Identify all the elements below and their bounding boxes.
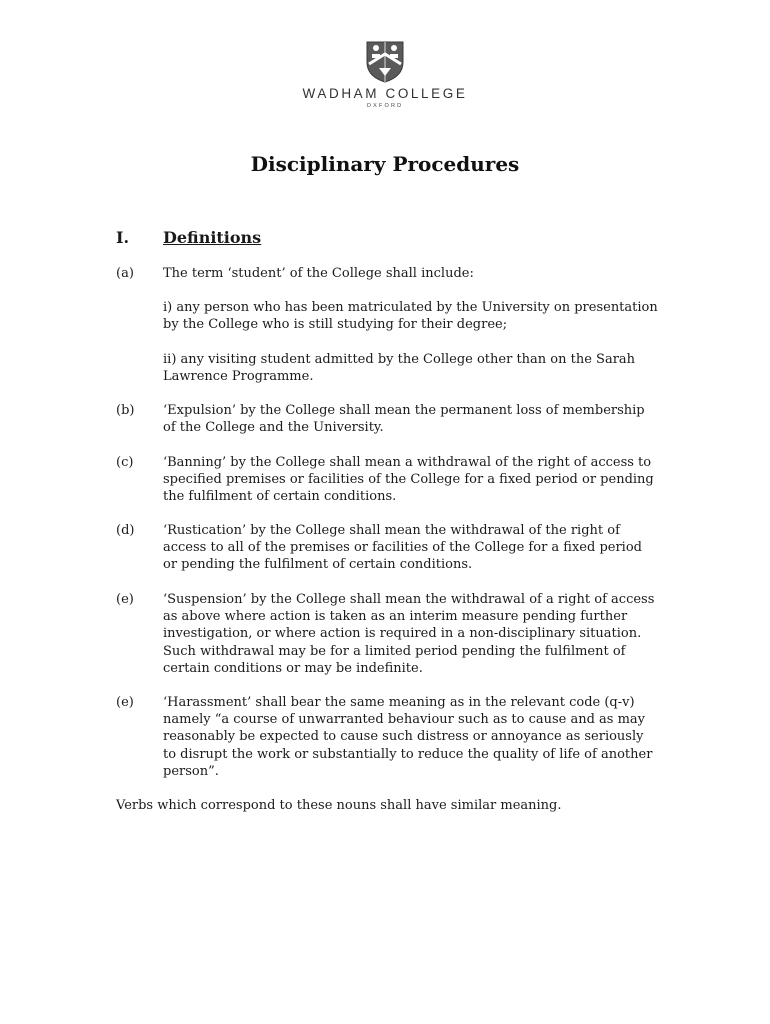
- item-label: (d): [116, 523, 135, 538]
- item-text: ‘Harassment’ shall bear the same meaning as in the relevant code (q-v) namely “a course of unwarranted behaviour such as to cause and as may reasonably be expected to cause such distress or annoyance as seriously to disrupt the work or substantially to reduce the quality of life of another person”.: [163, 695, 653, 779]
- item-text: ‘Expulsion’ by the College shall mean the permanent loss of membership of the College and the University.: [163, 403, 645, 436]
- item-text: ‘Rustication’ by the College shall mean the withdrawal of the right of access to all of the premises or facilities of the College for a fixed period or pending the fulfilment of certain conditions.: [163, 523, 642, 573]
- section-heading: [116, 227, 261, 249]
- section-number: I.: [116, 228, 130, 247]
- item-label: (e): [116, 592, 134, 607]
- college-city: OXFORD: [366, 103, 404, 109]
- definition-subitem: ii) any visiting student admitted by the College other than on the Sarah Lawrence Programme.: [163, 352, 636, 385]
- definition-subitem: i) any person who has been matriculated by the University on presentation by the College who is still studying for their degree;: [163, 300, 658, 333]
- letterhead: [0, 40, 770, 110]
- item-label: (e): [116, 695, 134, 710]
- item-label: (a): [116, 266, 134, 281]
- section-title: Definitions: [163, 228, 262, 247]
- closing-paragraph: Verbs which correspond to these nouns shall have similar meaning.: [116, 798, 562, 813]
- item-text: ‘Suspension’ by the College shall mean the withdrawal of a right of access as above where action is taken as an interim measure pending further investigation, or where action is required in a non-disciplinary situation. Such withdrawal may be for a limited period pending the fulfilment of certain conditions or may be indefinite.: [163, 592, 655, 676]
- item-text: ‘Banning’ by the College shall mean a withdrawal of the right of access to specified premises or facilities of the College for a fixed period or pending the fulfilment of certain conditions.: [163, 455, 654, 505]
- document-title: Disciplinary Procedures: [250, 152, 520, 176]
- item-label: (b): [116, 403, 135, 418]
- item-label: (c): [116, 455, 134, 470]
- college-name: WADHAM COLLEGE: [302, 86, 468, 101]
- item-text: The term ‘student’ of the College shall include:: [163, 266, 474, 281]
- college-crest-icon: [365, 40, 405, 84]
